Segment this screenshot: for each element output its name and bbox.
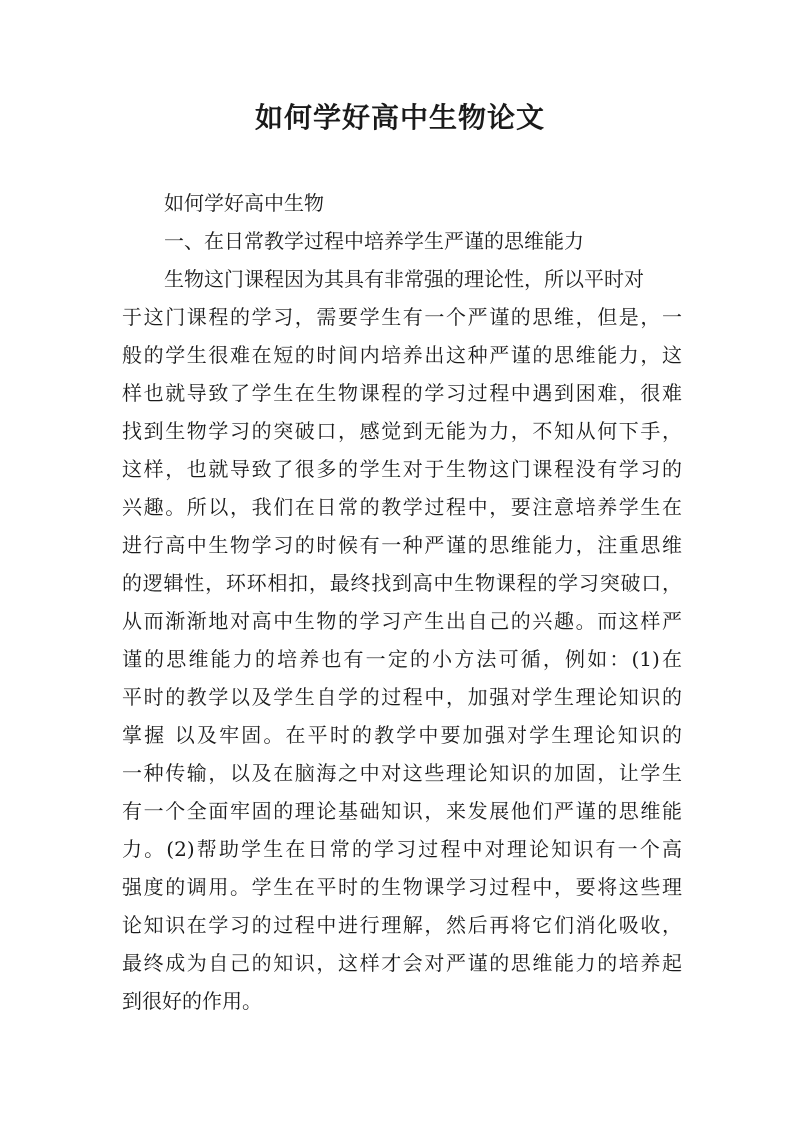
- paragraph-line: 一种传输，以及在脑海之中对这些理论知识的加固，让学生: [122, 761, 682, 785]
- paragraph-line: 平时的教学以及学生自学的过程中，加强对学生理论知识的: [122, 685, 682, 709]
- paragraph-line: 掌握 以及牢固。在平时的教学中要加强对学生理论知识的: [122, 723, 682, 747]
- paragraph-line: 到很好的作用。: [122, 989, 262, 1013]
- paragraph-line: 进行高中生物学习的时候有一种严谨的思维能力，注重思维: [122, 533, 682, 557]
- paragraph-line: 力。(2)帮助学生在日常的学习过程中对理论知识有一个高: [122, 837, 682, 861]
- paragraph-line: 有一个全面牢固的理论基础知识，来发展他们严谨的思维能: [122, 799, 682, 823]
- paragraph-line: 最终成为自己的知识，这样才会对严谨的思维能力的培养起: [122, 951, 682, 975]
- paragraph-line: 生物这门课程因为其具有非常强的理论性，所以平时对: [164, 267, 644, 291]
- paragraph-line: 论知识在学习的过程中进行理解，然后再将它们消化吸收，: [122, 913, 682, 937]
- paragraph-line: 样也就导致了学生在生物课程的学习过程中遇到困难，很难: [122, 381, 682, 405]
- paragraph-line: 谨的思维能力的培养也有一定的小方法可循，例如：(1)在: [122, 647, 682, 671]
- paragraph-line: 般的学生很难在短的时间内培养出这种严谨的思维能力，这: [122, 343, 682, 367]
- document-subtitle: 如何学好高中生物: [164, 191, 324, 215]
- body-paragraph: [122, 260, 682, 1020]
- document-title: 如何学好高中生物论文: [254, 101, 545, 134]
- paragraph-line: 的逻辑性，环环相扣，最终找到高中生物课程的学习突破口，: [122, 571, 682, 595]
- paragraph-line: 找到生物学习的突破口，感觉到无能为力，不知从何下手，: [122, 419, 682, 443]
- paragraph-line: 这样，也就导致了很多的学生对于生物这门课程没有学习的: [122, 457, 682, 481]
- paragraph-line: 从而渐渐地对高中生物的学习产生出自己的兴趣。而这样严: [122, 609, 682, 633]
- section-heading: 一、在日常教学过程中培养学生严谨的思维能力: [164, 229, 584, 253]
- paragraph-line: 于这门课程的学习，需要学生有一个严谨的思维，但是，一: [122, 305, 682, 329]
- document-body: [122, 184, 682, 1020]
- paragraph-line: 强度的调用。学生在平时的生物课学习过程中，要将这些理: [122, 875, 682, 899]
- paragraph-line: 兴趣。所以，我们在日常的教学过程中，要注意培养学生在: [122, 495, 682, 519]
